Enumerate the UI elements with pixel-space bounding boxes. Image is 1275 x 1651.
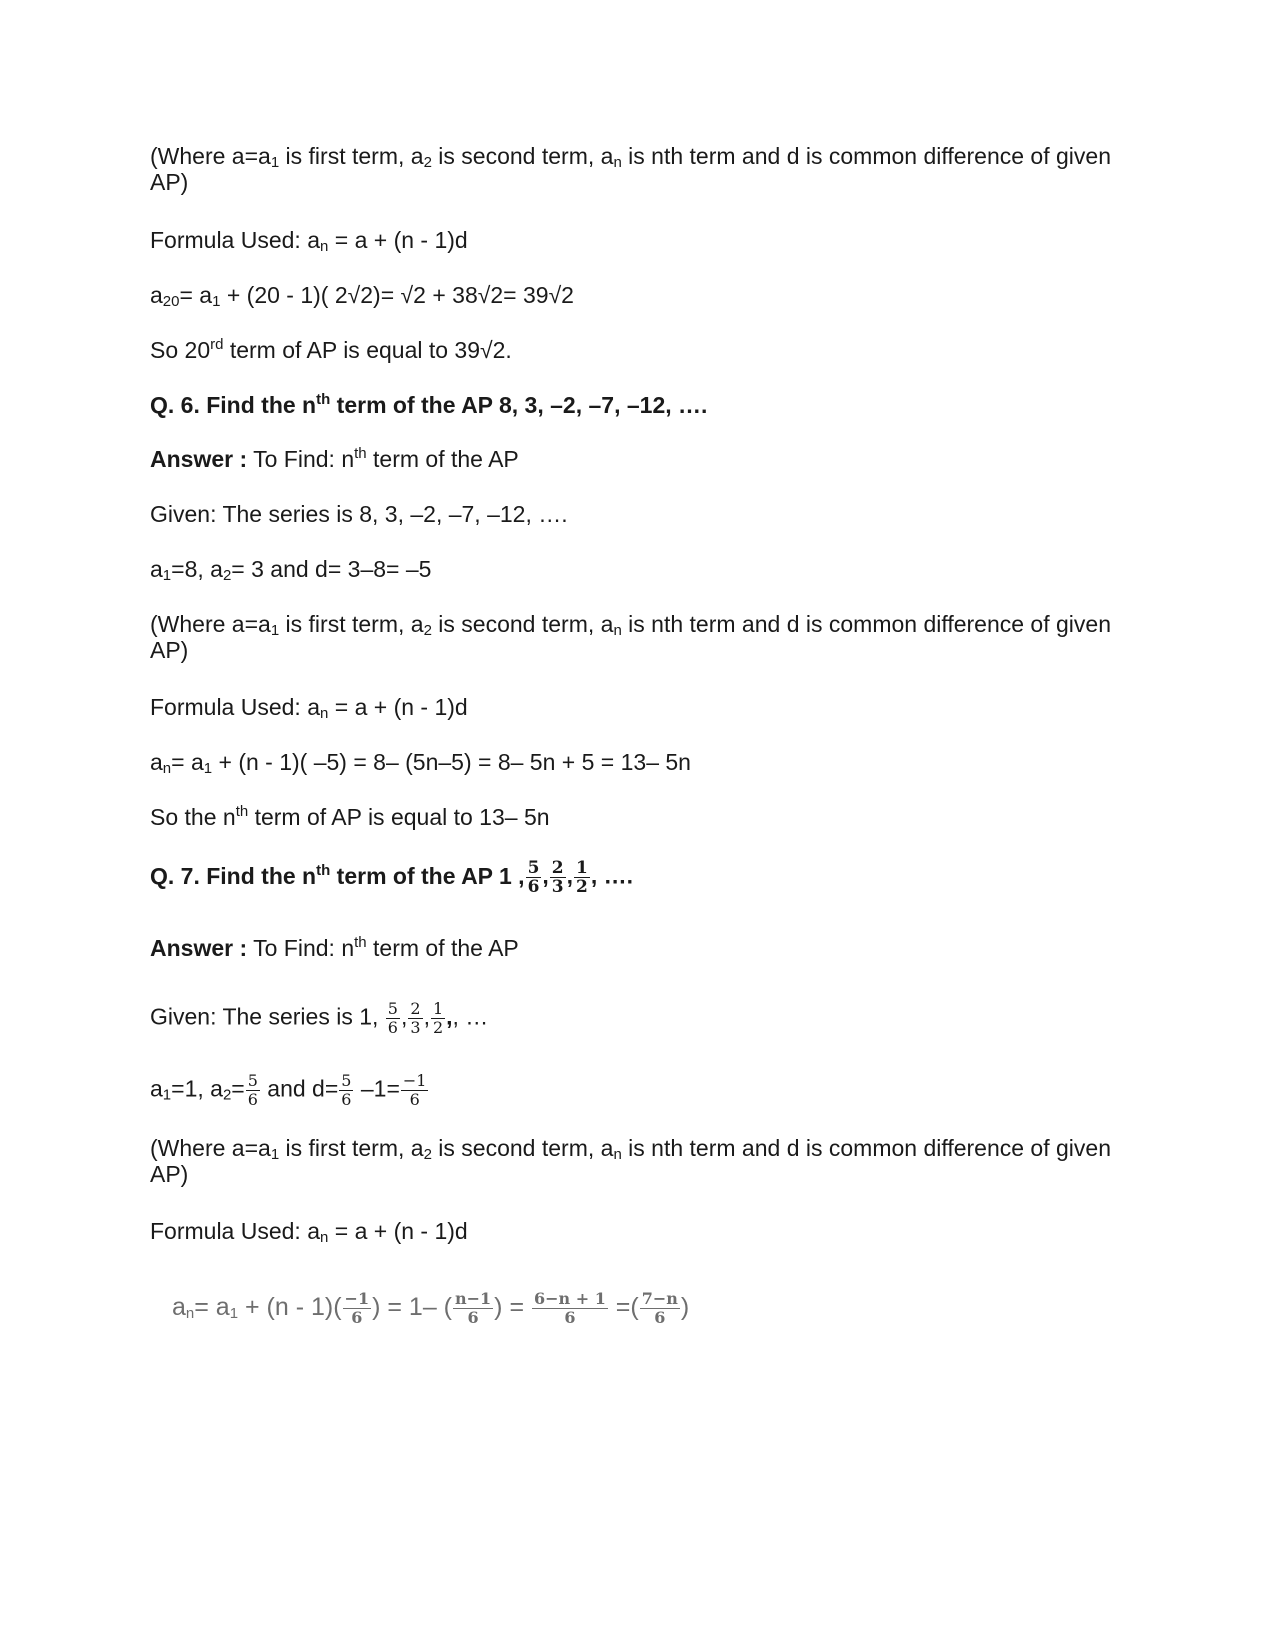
- fraction-1-2: $\frac{1}{2}$: [432, 999, 444, 1037]
- q6-calculation: $a_n= a_1 + (n - 1)$( –5) = 8– (5n–5) = 8– 5n + 5 = 13– 5n: [150, 749, 691, 777]
- fraction-7-minus-n-6: $\frac{7-n}{6}$: [641, 1289, 678, 1327]
- q7-given: Given: The series is 1, $\frac{5}{6}$ , $\frac{2}{3}$ , $\frac{1}{2}$ ,, …: [150, 999, 489, 1037]
- q5-conclusion: So 20rd term of AP is equal to 39√2.: [150, 336, 512, 363]
- definition-paragraph-1: (Where $a=a_1$ is first term, $a_2$ is second term, $a_n$ is nth term and d is common difference of given AP): [150, 143, 1111, 195]
- fraction-5-6: $\frac{5}{6}$: [387, 999, 398, 1037]
- definition-paragraph-3: (Where $a=a_1$ is first term, $a_2$ is second term, $a_n$ is nth term and d is common difference of given AP): [150, 1135, 1111, 1187]
- q7-calculation-image: $a_n= a_1 + (n - 1)$( $\frac{-1}{6}$ ) = 1– ( $\frac{n-1}{6}$ ) = $\frac{6-n + 1}{6}$ =( $\frac{7-n}{6}$ ): [172, 1289, 690, 1327]
- fraction-5-6: $\frac{5}{6}$: [527, 858, 540, 897]
- formula-used-3: Formula Used: $a_n = a + (n - 1)d$: [150, 1218, 468, 1246]
- question-6: Q. 6. Find the $n^{th}$ term of the AP 8, 3, –2, –7, –12, ….: [150, 391, 708, 418]
- question-7: Q. 7. Find the $n^{th}$ term of the AP 1 , $\frac{5}{6}$ , $\frac{2}{3}$ , $\frac{1}{2}$ , ….: [150, 858, 634, 897]
- fraction-6-minus-n-plus-1-6: $\frac{6-n + 1}{6}$: [534, 1289, 606, 1327]
- answer-7-heading: Answer : To Find: $n^{th}$ term of the AP: [150, 934, 519, 961]
- q6-given: Given: The series is 8, 3, –2, –7, –12, ….: [150, 501, 568, 527]
- fraction-5-6: $\frac{5}{6}$: [341, 1071, 352, 1109]
- fraction-neg1-6: $\frac{-1}{6}$: [402, 1071, 427, 1109]
- q5-calculation: $a_{20}= a_1 + (20 - 1)$( 2√2)= √2 + 38√2= 39√2: [150, 282, 574, 310]
- formula-used-2: Formula Used: $a_n = a + (n - 1)d$: [150, 694, 468, 722]
- q7-terms: $a_1=1$, $a_2=$ $\frac{5}{6}$ and d= $\frac{5}{6}$ –1= $\frac{-1}{6}$: [150, 1071, 427, 1109]
- fraction-n-minus-1-6: $\frac{n-1}{6}$: [455, 1289, 492, 1327]
- fraction-2-3: $\frac{2}{3}$: [551, 858, 564, 897]
- q6-terms: $a_1=8$, $a_2= 3$ and d= 3–8= –5: [150, 556, 432, 584]
- answer-6-heading: Answer : To Find: $n^{th}$ term of the AP: [150, 445, 519, 472]
- formula-used-1: Formula Used: $a_n = a + (n - 1)d$: [150, 227, 468, 255]
- fraction-2-3: $\frac{2}{3}$: [410, 999, 421, 1037]
- fraction-1-2: $\frac{1}{2}$: [576, 858, 588, 897]
- fraction-5-6: $\frac{5}{6}$: [247, 1071, 258, 1109]
- definition-paragraph-2: (Where $a=a_1$ is first term, $a_2$ is second term, $a_n$ is nth term and d is common difference of given AP): [150, 611, 1111, 663]
- fraction-neg1-6: $\frac{-1}{6}$: [344, 1289, 370, 1327]
- q6-conclusion: So the $n^{th}$ term of AP is equal to 13– 5n: [150, 803, 550, 830]
